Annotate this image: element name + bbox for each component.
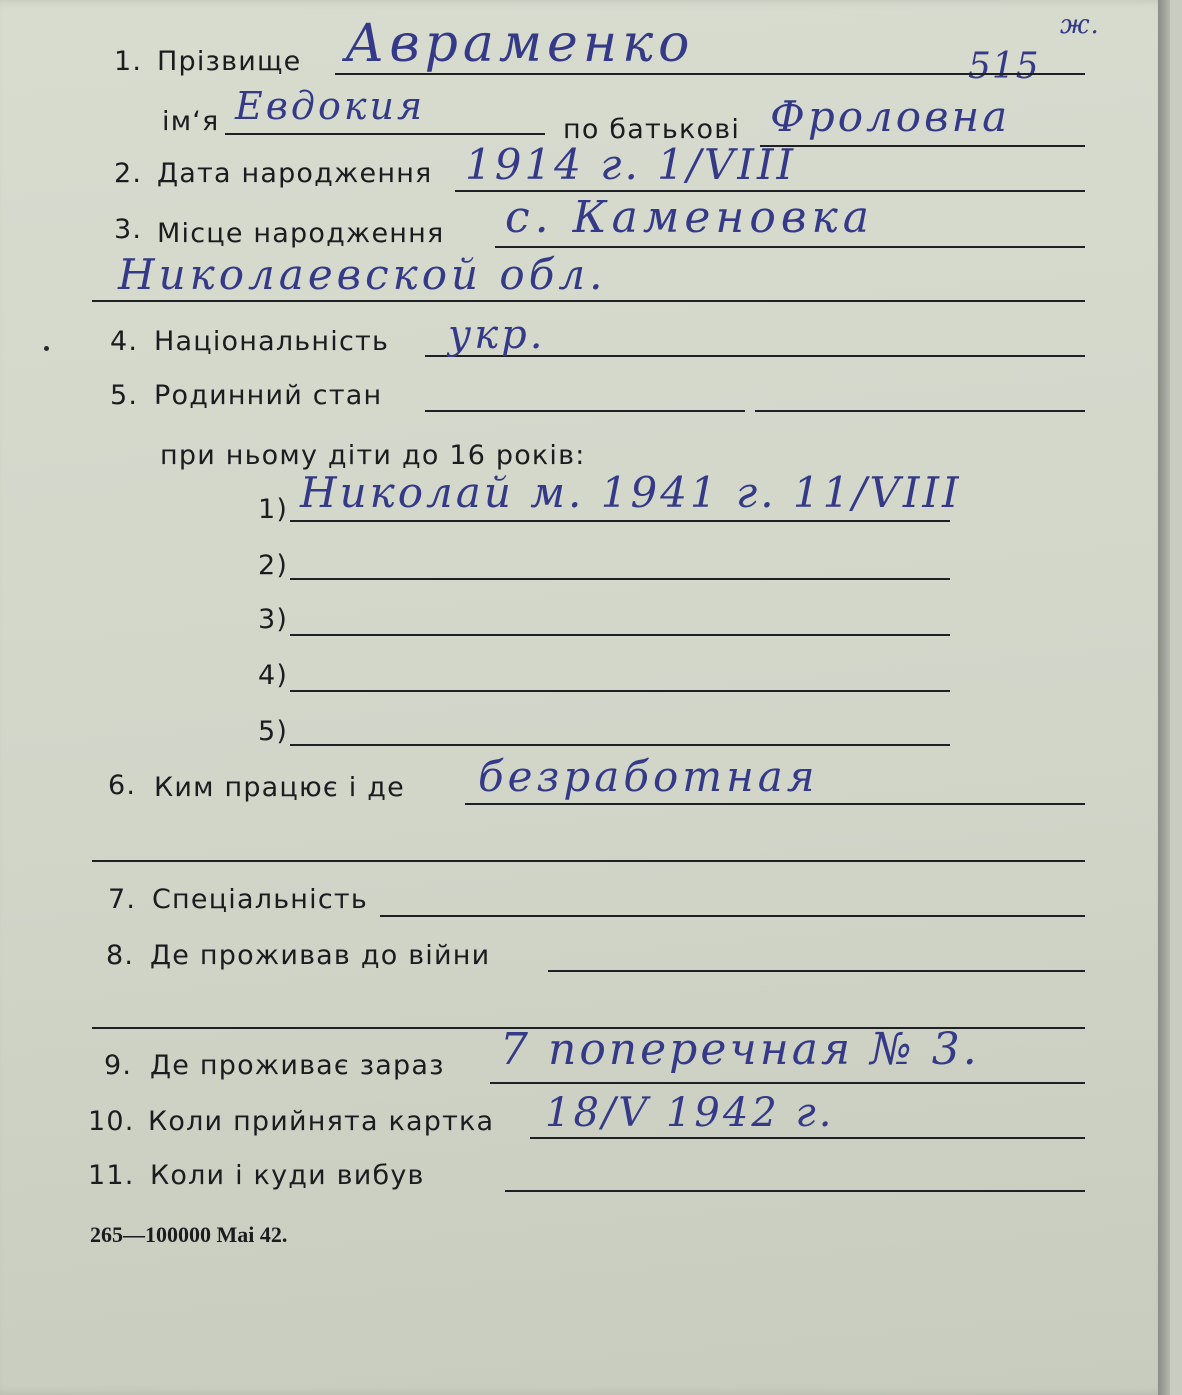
field-10-number: 10. xyxy=(88,1106,135,1137)
field-5-line xyxy=(425,410,745,412)
field-6-label: Ким працює і де xyxy=(154,772,405,803)
child-3-line xyxy=(290,634,950,636)
field-2-value: 1914 г. 1/VIII xyxy=(465,140,797,189)
corner-note-number: 515 xyxy=(968,46,1040,87)
field-6-number: 6. xyxy=(108,770,137,801)
child-4-number: 4) xyxy=(258,660,289,691)
field-3-value: с. Каменовка xyxy=(505,192,875,243)
field-3-line xyxy=(495,246,1085,248)
field-1-patronymic-value: Фроловна xyxy=(770,92,1011,141)
child-2-number: 2) xyxy=(258,550,289,581)
field-9-value: 7 поперечная № 3. xyxy=(500,1024,980,1075)
field-8-line xyxy=(548,970,1085,972)
field-3-value-2: Николаевской обл. xyxy=(118,250,607,299)
field-1-name-line xyxy=(225,133,545,135)
field-7-line xyxy=(380,915,1085,917)
field-11-label: Коли і куди вибув xyxy=(150,1160,425,1191)
child-4-line xyxy=(290,690,950,692)
field-1-label: Прізвище xyxy=(157,46,302,77)
field-6-line xyxy=(465,803,1085,805)
field-4-value: укр. xyxy=(448,312,546,358)
child-1-line xyxy=(290,520,950,522)
field-11-line xyxy=(505,1190,1085,1192)
field-9-line xyxy=(490,1082,1085,1084)
corner-note-suffix: ж. xyxy=(1060,10,1100,40)
field-10-value: 18/V 1942 г. xyxy=(545,1090,835,1136)
field-10-label: Коли прийнята картка xyxy=(148,1106,495,1137)
field-6-line-2 xyxy=(92,860,1085,862)
child-5-line xyxy=(290,744,950,746)
field-2-label: Дата народження xyxy=(157,158,433,189)
field-11-number: 11. xyxy=(88,1160,135,1191)
field-5-number: 5. xyxy=(110,380,139,411)
field-3-label: Місце народження xyxy=(157,218,445,249)
field-2-number: 2. xyxy=(114,158,143,189)
child-1-value: Николай м. 1941 г. 11/VIII xyxy=(300,468,962,517)
child-1-number: 1) xyxy=(258,494,289,525)
field-8-number: 8. xyxy=(106,940,135,971)
field-9-label: Де проживає зараз xyxy=(150,1050,445,1081)
field-7-number: 7. xyxy=(108,884,137,915)
print-code: 265—100000 Маі 42. xyxy=(90,1222,288,1247)
child-3-number: 3) xyxy=(258,604,289,635)
field-4-number: 4. xyxy=(110,326,139,357)
field-8-label: Де проживав до війни xyxy=(150,940,491,971)
child-2-line xyxy=(290,578,950,580)
field-1-name-label: ім‘я xyxy=(162,106,220,137)
field-10-line xyxy=(530,1137,1085,1139)
field-1-number: 1. xyxy=(114,46,143,77)
field-5-label: Родинний стан xyxy=(154,380,383,411)
card-edge xyxy=(1158,0,1170,1395)
children-header: при ньому діти до 16 років: xyxy=(160,440,586,471)
field-3-number: 3. xyxy=(114,214,143,245)
field-1-value: Авраменко xyxy=(345,14,695,74)
field-4-label: Національність xyxy=(154,326,390,357)
field-5-line-2 xyxy=(755,410,1085,412)
field-1-patronymic-line xyxy=(760,145,1085,147)
field-7-label: Спеціальність xyxy=(152,884,368,915)
field-1-patronymic-label: по батькові xyxy=(563,114,741,145)
field-3-line-2 xyxy=(92,300,1085,302)
paper-speck xyxy=(44,346,49,351)
field-9-number: 9. xyxy=(104,1050,133,1081)
child-5-number: 5) xyxy=(258,716,289,747)
field-6-value: безработная xyxy=(478,752,819,801)
field-1-name-value: Евдокия xyxy=(235,84,426,128)
